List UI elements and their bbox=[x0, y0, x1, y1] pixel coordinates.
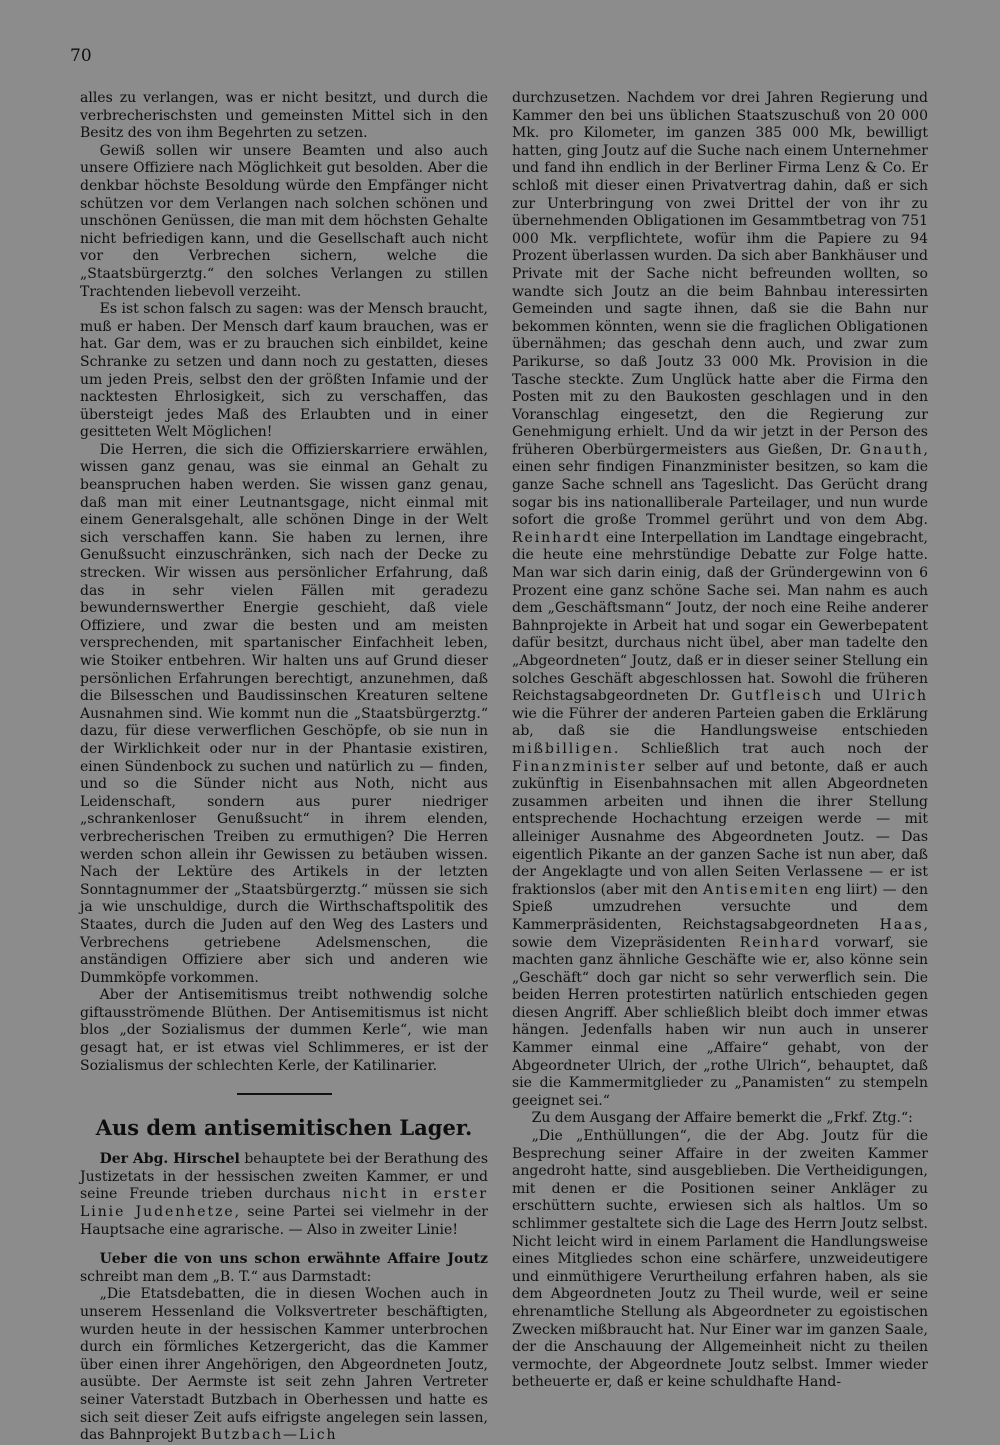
lead-phrase: Der Abg. Hirschel bbox=[99, 1151, 240, 1168]
text-run: , seine Partei sei vielmehr in der Hauptsache eine agrarische. — Also in zweiter Linie! bbox=[80, 1204, 488, 1238]
spaced-text: Butzbach—Lich bbox=[200, 1427, 338, 1444]
text-run: selber auf und betonte, daß er auch zukünftig in Eisenbahnsachen mit allen Abgeordneten zusammen arbeiten und ihnen die ihrer Stellung entsprechende Hochachtung erzeigen werde — mit alleiniger Ausnahme des Abgeordneten Joutz. — Das eigentlich Pikante an der ganzen Sache ist nun aber, daß der Angeklagte und von allen Seiten Verlassene — er ist fraktionslos (aber mit den bbox=[512, 758, 928, 898]
paragraph: Die Herren, die sich die Offizierskarriere erwählen, wissen ganz genau, was sie einmal an Gehalt zu beanspruchen haben werden. Sie wissen ganz genau, daß man mit einer Leutnantsgage, nicht einmal mit einem Generalsgehalt, alle schönen Dinge in der Welt sich verschaffen kann. Sie haben zu lernen, ihre Genußsucht einzuschränken, sich nach der Decke zu strecken. Wir wissen aus persönlicher Erfahrung, daß das in sehr vielen Fällen mit geradezu bewundernswerther Energie geschieht, daß viele Offiziere, und zwar die besten und am meisten versprechenden, mit spartanischer Einfachheit leben, wie Stoiker entbehren. Wir halten uns auf Grund dieser persönlichen Erfahrungen berechtigt, anzunehmen, daß die Bilsesschen und Baudissinschen Kreaturen seltene Ausnahmen sind. Wie kommt nun die „Staatsbürgerztg.“ dazu, für diese verwerflichen Geschöpfe, ob sie nun in der Wirklichkeit oder nur in der Phantasie existiren, einen Sündenbock zu suchen und natürlich zu — finden, und so die Sünder nicht aus Noth, nicht aus Leidenschaft, sondern aus purer niedriger „schrankenloser Genußsucht“ in ihrem elenden, verbrecherischen Treiben zu ermuthigen? Die Herren werden schon allein ihr Gewissen zu betäuben wissen. Nach der Lektüre des Artikels in der letzten Sonntagnummer der „Staatsbürgerztg.“ müssen sie sich ja wie unschuldige, durch die Wirthschaftspolitik des Staates, durch die Juden auf den Weg des Lasters und Verbrechens getriebene Adelsmenschen, die anständigen Offiziere aber sich und anderen wie Dummköpfe vorkommen. bbox=[80, 441, 488, 986]
text-run: , sowie dem Vizepräsidenten bbox=[512, 916, 928, 951]
paragraph: Gewiß sollen wir unsere Beamten und also auch unsere Offiziere nach Möglichkeit gut besolden. Aber die denkbar höchste Besoldung würde den Empfänger nicht schützen vor dem Verlangen nach solchen schönen und unschönen Genüssen, die man mit dem höchsten Gehalte nicht befriedigen kann, und die Gesellschaft auch nicht vor den Verbrechen sichern, welche die „Staatsbürgerztg.“ den solches Verlangen zu stillen Trachtenden liebevoll verzeiht. bbox=[80, 142, 488, 300]
text-run: . Schließlich trat auch noch der bbox=[613, 740, 928, 757]
text-run: schreibt man dem „B. T.“ aus Darmstadt: bbox=[80, 1268, 372, 1285]
spaced-text: Reinhardt bbox=[512, 529, 601, 546]
text-run: und bbox=[822, 688, 872, 705]
spaced-text: mißbilligen bbox=[512, 740, 614, 757]
spaced-text: Finanzminister bbox=[512, 758, 647, 775]
right-column bbox=[512, 90, 928, 1392]
spaced-text: Gutfleisch bbox=[731, 688, 823, 705]
paragraph: „Die „Enthüllungen“, die der Abg. Joutz für die Besprechung seiner Affaire in der zweiten Kammer angedroht hatte, sind ausgeblieben. Die Vertheidigungen, mit denen er die Positionen seiner Ankläger zu erschüttern suchte, erwiesen sich als haltlos. Um so schlimmer gestaltete sich die Lage des Herrn Joutz selbst. Nicht leicht wird in einem Parlament die Handlungsweise eines Mitgliedes schon eine schärfere, unzweideutigere und einmüthigere Verurtheilung erfahren haben, als sie dem Abgeordneten Joutz zu Theil wurde, weil er seine ehrenamtliche Stellung als Abgeordneter zu egoistischen Zwecken mißbraucht hat. Nur Einer war im ganzen Saale, der die Anschauung der Allgemeinheit nicht zu theilen vermochte, der Abgeordnete Joutz selbst. Immer wieder betheuerte er, daß er keine schuldhafte Hand- bbox=[512, 1128, 928, 1391]
text-run: behauptete bei der Berathung des Justizetats in der hessischen zweiten Kammer, er und seine Freunde trieben durchaus bbox=[80, 1151, 489, 1203]
text-run: vorwarf, sie machten ganz ähnliche Geschäfte wie er, also könne sein „Geschäft“ doch gar nicht so sehr verwerflich sein. Die beiden Herren protestirten natürlich entschieden gegen diesen Angriff. Aber schließlich bleibt doch immer etwas hängen. Jedenfalls haben wir nun auch in unserer Kammer einmal eine „Affaire“ gehabt, von der Abgeordneter Ulrich, der „rothe Ulrich“, behauptet, daß sie die Kammermitglieder zu „Panamisten“ zu stempeln geeignet sei.“ bbox=[512, 934, 928, 1109]
section-divider bbox=[237, 1093, 332, 1095]
page-number: 70 bbox=[70, 46, 92, 66]
paragraph bbox=[512, 90, 928, 1110]
spaced-text: Antisemiten bbox=[703, 881, 811, 898]
text-run: eng liirt) — den Spieß umzudrehen versuchte und dem Kammerpräsidenten, Reichstagsabgeordneten bbox=[512, 881, 928, 933]
paragraph: alles zu verlangen, was er nicht besitzt, und durch die verbrecherischsten und gemeinsten Mittel sich in den Besitz des von ihm Begehrten zu setzen. bbox=[80, 90, 488, 142]
spaced-text: nicht in erster Linie Judenhetze bbox=[80, 1186, 488, 1221]
left-column bbox=[80, 90, 488, 1445]
paragraph bbox=[80, 1286, 488, 1444]
text-run: „Die Etatsdebatten, die in diesen Wochen auch in unserem Hessenland die Volksvertreter beschäftigten, wurden heute in der hessischen Kammer unterbrochen durch ein förmliches Ketzergericht, das die Kammer über einen ihrer Angehörigen, den Abgeordneten Joutz, ausübte. Der Aermste ist seit zehn Jahren Vertreter seiner Vaterstadt Butzbach in Oberhessen und hatte es sich seit dieser Zeit aufs eifrigste angelegen sein lassen, das Bahnprojekt bbox=[80, 1286, 488, 1444]
spaced-text: Gnauth bbox=[859, 441, 924, 458]
paragraph: Es ist schon falsch zu sagen: was der Mensch braucht, muß er haben. Der Mensch darf kaum brauchen, was er hat. Gar dem, was er zu brauchen sich einbildet, keine Schranke zu setzen und dann noch zu gestatten, dieses um jeden Preis, selbst den der größten Infamie und der nacktesten Ehrlosigkeit, sich zu verschaffen, das übersteigt jedes Maß des Erlaubten und in einer gesitteten Welt Möglichen! bbox=[80, 301, 488, 441]
paragraph bbox=[80, 1251, 488, 1286]
paragraph: Zu dem Ausgang der Affaire bemerkt die „Frkf. Ztg.“: bbox=[531, 1110, 913, 1127]
spaced-text: Haas bbox=[879, 916, 924, 933]
spaced-text: Reinhard bbox=[739, 934, 821, 951]
text-run: durchzusetzen. Nachdem vor drei Jahren Regierung und Kammer den bei uns üblichen Staatszuschuß von 20 000 Mk. pro Kilometer, im ganzen 385 000 Mk, bewilligt hatten, ging Joutz auf die Suche nach einem Unternehmer und fand ihn endlich in der Berliner Firma Lenz & Co. Er schloß mit dieser einen Privatvertrag dahin, daß er sich zur Unterbringung von zwei Drittel der von ihr zu übernehmenden Obligationen im Gesammtbetrag von 751 000 Mk. verpflichtete, wofür ihm die Papiere zu 94 Prozent überlassen wurden. Da sich aber Bankhäuser und Private mit der Sache nicht befreunden wollten, so wandte sich Joutz an die beim Bahnbau interessirten Gemeinden und sagte ihnen, daß sie die Bahn nur bekommen könnten, wenn sie die fraglichen Obligationen übernähmen; das geschah denn auch, und zwar zum Parikurse, so daß Joutz 33 000 Mk. Provision in die Tasche steckte. Zum Unglück hatte aber die Firma den Posten mit zu den Baukosten geschlagen und in den Voranschlag eingesetzt, den die Regierung zur Genehmigung erhielt. Und da wir jetzt in der Person des früheren Oberbürgermeisters aus Gießen, Dr. bbox=[512, 90, 928, 458]
paragraph: Aber der Antisemitismus treibt nothwendig solche giftausströmende Blüthen. Der Antisemitismus ist nicht blos „der Sozialismus der dummen Kerle“, wie man gesagt hat, er ist etwas viel Schlimmeres, er ist der Sozialismus der schlechten Kerle, der Katilinarier. bbox=[80, 987, 488, 1074]
spaced-text: Ulrich bbox=[871, 688, 928, 705]
text-run: eine Interpellation im Landtage eingebracht, die heute eine mehrstündige Debatte zur Folge hatte. Man war sich darin einig, daß der Gründergewinn von 6 Prozent eine ganz schöne Sache sei. Man nahm es auch dem „Geschäftsmann“ Joutz, der noch eine Reihe anderer Bahnprojekte in Arbeit hat und sogar ein Gewerbepatent dafür besitzt, durchaus nicht übel, aber man tadelte den „Abgeordneten“ Joutz, daß er in dieser seiner Stellung ein solches Geschäft abgeschlossen hat. Sowohl die früheren Reichstagsabgeordneten Dr. bbox=[512, 529, 928, 705]
lead-phrase: Ueber die von uns schon erwähnte Affaire Joutz bbox=[99, 1251, 488, 1268]
paragraph bbox=[80, 1151, 488, 1239]
text-run: , einen sehr findigen Finanzminister besitzen, so kam die ganze Sache schnell ans Tageslicht. Das Gerücht drang sogar bis ins nationalliberale Parteilager, und nun wurde sofort die große Trommel gerührt und von dem Abg. bbox=[512, 441, 928, 529]
section-heading: Aus dem antisemitischen Lager. bbox=[95, 1115, 473, 1141]
text-run: wie die Führer der anderen Parteien gaben die Erklärung ab, daß sie die Handlungsweise entschieden bbox=[512, 705, 928, 740]
